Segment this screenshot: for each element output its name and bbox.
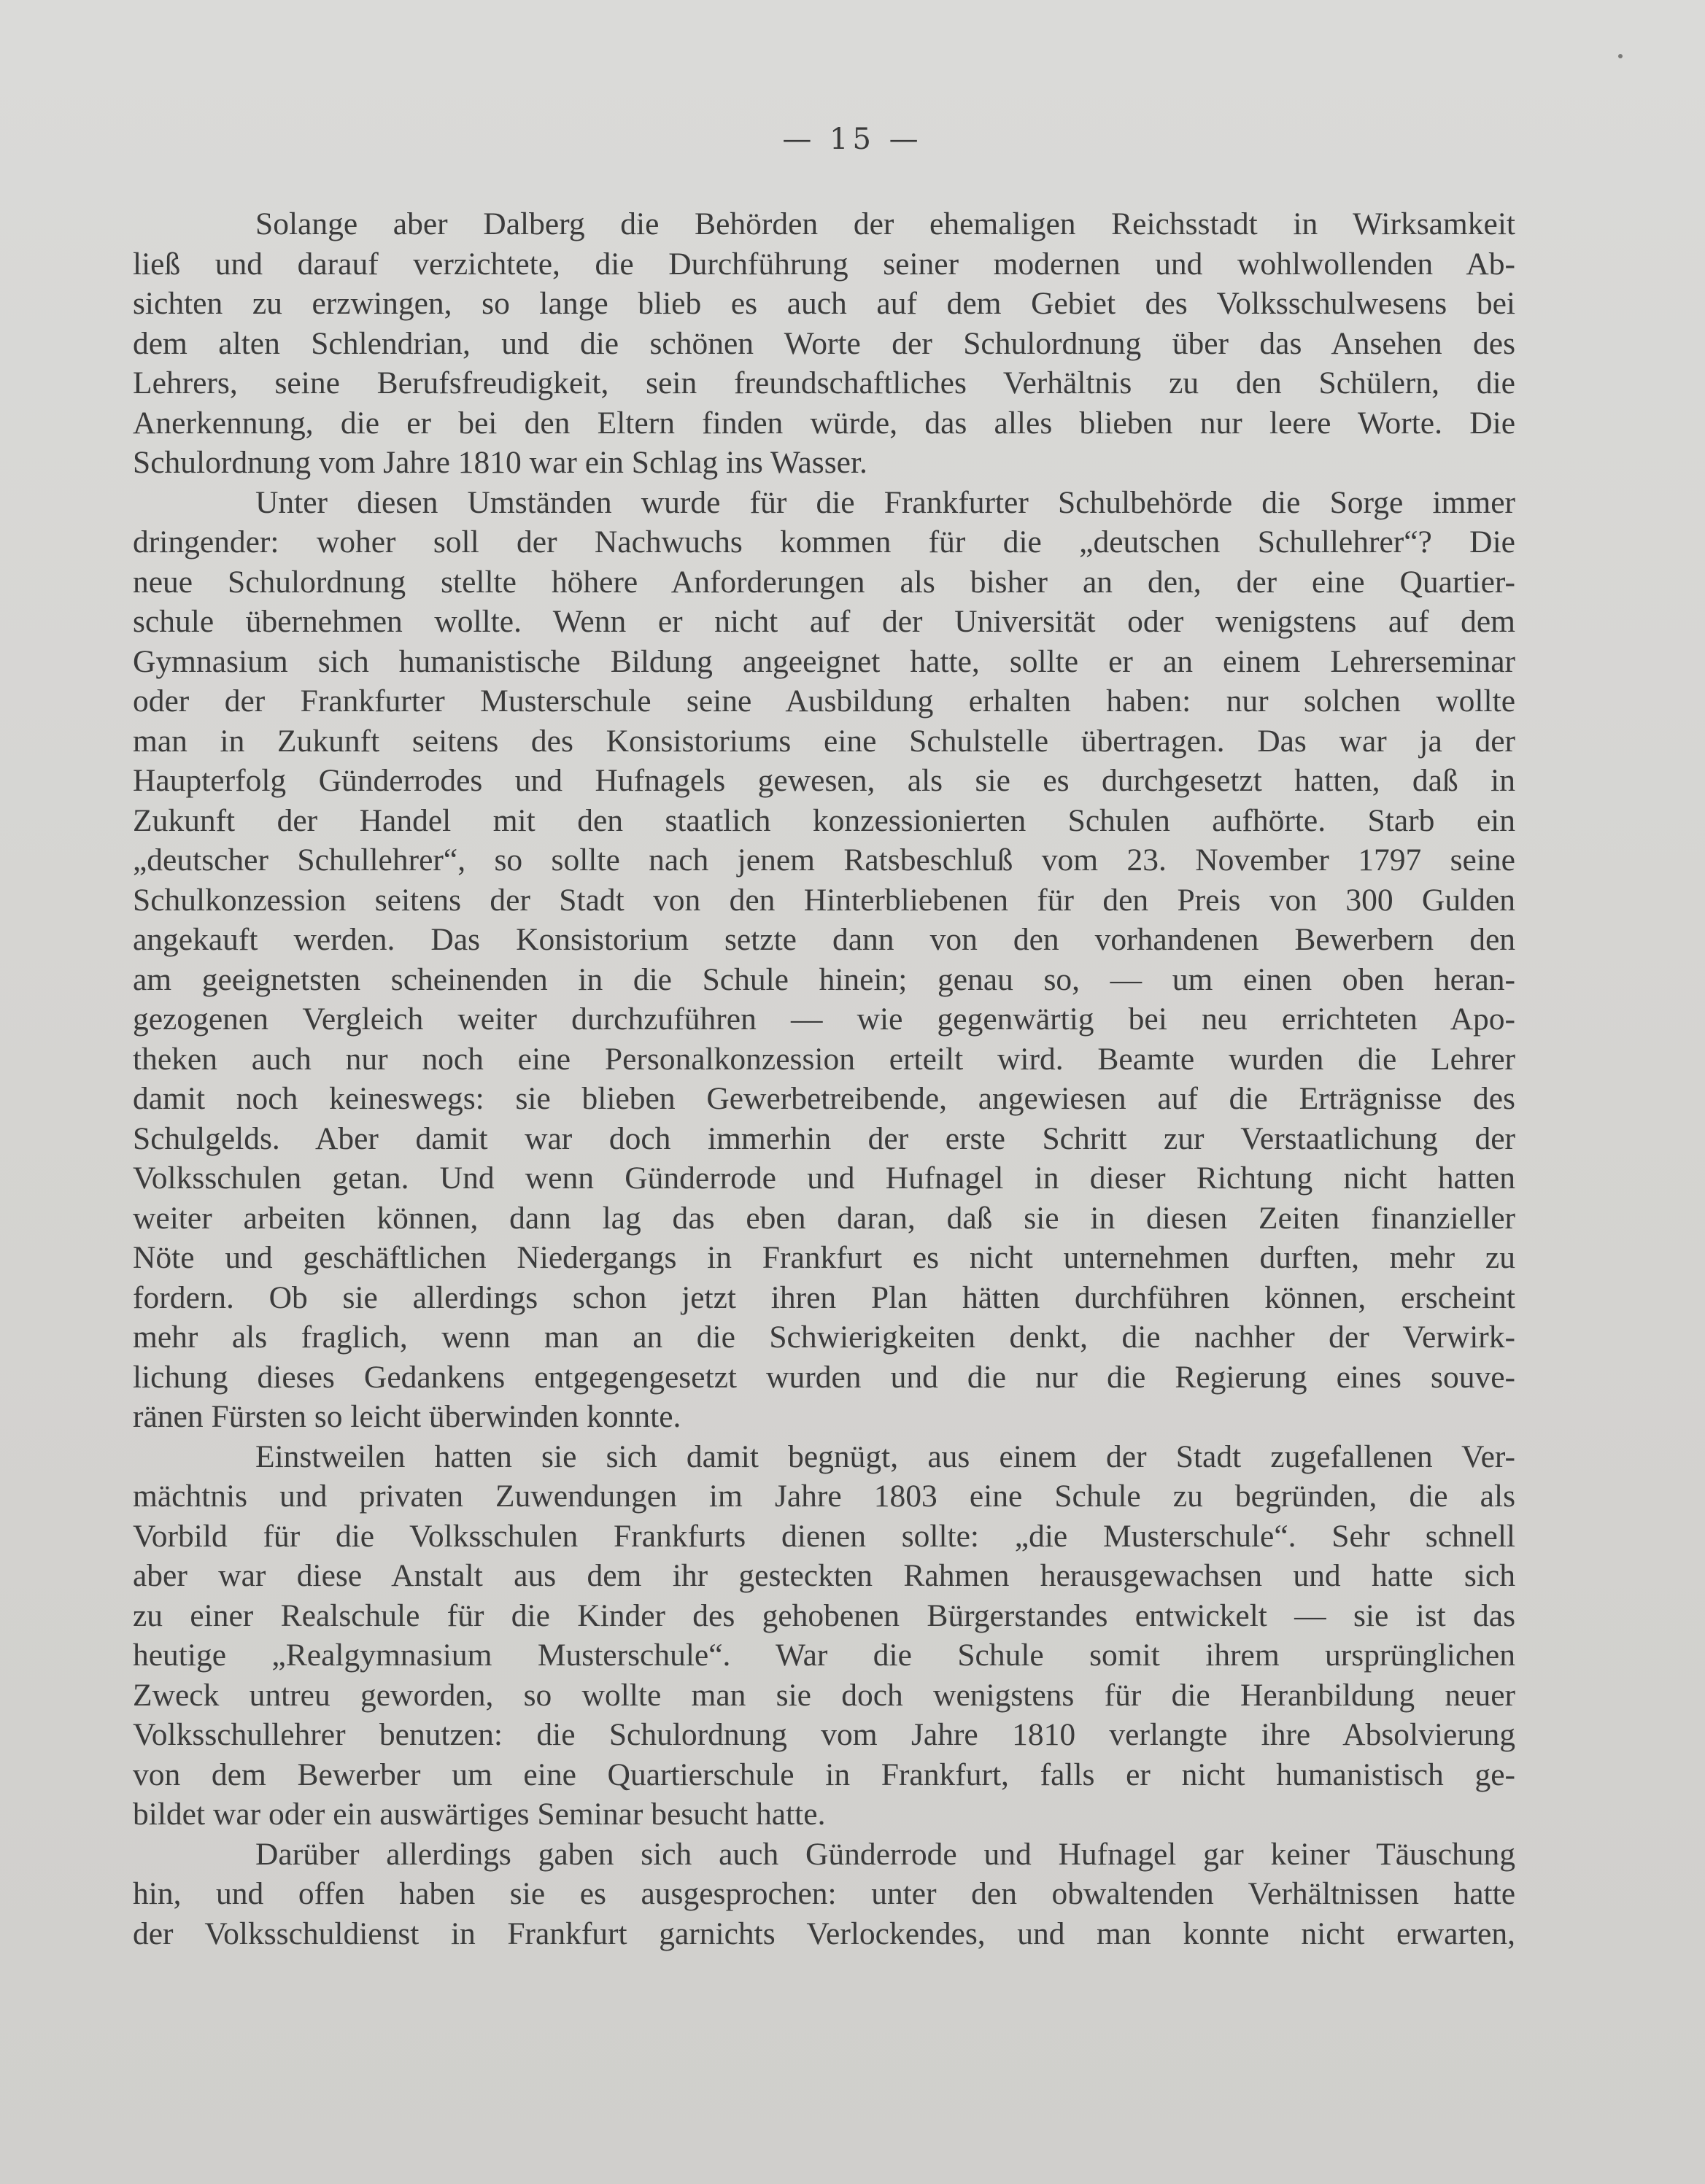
text-line: Zweck untreu geworden, so wollte man sie doch wenigstens für die Heranbildung neuer xyxy=(133,1677,1515,1713)
text-line: Gymnasium sich humanistische Bildung angeeignet hatte, sollte er an einem Lehrerseminar xyxy=(133,643,1515,679)
text-line: aber war diese Anstalt aus dem ihr gesteckten Rahmen herausgewachsen und hatte sich xyxy=(133,1558,1515,1593)
text-line: Schulordnung vom Jahre 1810 war ein Schlag ins Wasser. xyxy=(133,445,867,480)
text-line: angekauft werden. Das Konsistorium setzte dann von den vorhandenen Bewerbern den xyxy=(133,922,1515,957)
text-line: damit noch keineswegs: sie blieben Gewerbetreibende, angewiesen auf die Erträgnisse des xyxy=(133,1081,1515,1116)
text-line: Vorbild für die Volksschulen Frankfurts dienen sollte: „die Musterschule“. Sehr schnell xyxy=(133,1518,1515,1554)
text-line: neue Schulordnung stellte höhere Anforderungen als bisher an den, der eine Quartier- xyxy=(133,564,1515,600)
paragraph-1 xyxy=(133,204,1515,483)
text-line: ränen Fürsten so leicht überwinden konnte. xyxy=(133,1399,681,1434)
paper-speck xyxy=(1618,54,1623,58)
text-line: hin, und offen haben sie es ausgesprochen: unter den obwaltenden Verhältnissen hatte xyxy=(133,1876,1515,1911)
text-line: bildet war oder ein auswärtiges Seminar besucht hatte. xyxy=(133,1797,826,1832)
text-line: der Volksschuldienst in Frankfurt garnichts Verlockendes, und man konnte nicht erwarten, xyxy=(133,1916,1515,1951)
text-line: heutige „Realgymnasium Musterschule“. War die Schule somit ihrem ursprünglichen xyxy=(133,1638,1515,1673)
paragraph-2 xyxy=(133,483,1515,1437)
text-line: theken auch nur noch eine Personalkonzession erteilt wird. Beamte wurden die Lehrer xyxy=(133,1041,1515,1077)
text-line: dringender: woher soll der Nachwuchs kommen für die „deutschen Schullehrer“? Die xyxy=(133,524,1515,559)
text-line: zu einer Realschule für die Kinder des gehobenen Bürgerstandes entwickelt — sie ist das xyxy=(133,1598,1515,1633)
text-line: Zukunft der Handel mit den staatlich konzessionierten Schulen aufhörte. Starb ein xyxy=(133,802,1515,838)
text-line: von dem Bewerber um eine Quartierschule in Frankfurt, falls er nicht humanistisch ge- xyxy=(133,1757,1515,1792)
text-line: Einstweilen hatten sie sich damit begnügt, aus einem der Stadt zugefallenen Ver- xyxy=(255,1438,1515,1474)
text-line: gezogenen Vergleich weiter durchzuführen — wie gegenwärtig bei neu errichteten Apo- xyxy=(133,1002,1515,1037)
text-line: Solange aber Dalberg die Behörden der ehemaligen Reichsstadt in Wirksamkeit xyxy=(255,206,1515,241)
paragraph-4 xyxy=(133,1835,1515,1954)
text-line: mehr als fraglich, wenn man an die Schwierigkeiten denkt, die nachher der Verwirk- xyxy=(133,1320,1515,1355)
text-line: weiter arbeiten können, dann lag das eben daran, daß sie in diesen Zeiten finanzieller xyxy=(133,1200,1515,1236)
text-line: Nöte und geschäftlichen Niedergangs in Frankfurt es nicht unternehmen durften, mehr zu xyxy=(133,1240,1515,1275)
text-line: mächtnis und privaten Zuwendungen im Jahre 1803 eine Schule zu begründen, die als xyxy=(133,1479,1515,1514)
text-line: Darüber allerdings gaben sich auch Günderrode und Hufnagel gar keiner Täuschung xyxy=(255,1836,1515,1872)
text-line: man in Zukunft seitens des Konsistoriums eine Schulstelle übertragen. Das war ja der xyxy=(133,723,1515,759)
page-number: — 15 — xyxy=(782,123,923,156)
body-text xyxy=(133,204,1515,1953)
text-line: lichung dieses Gedankens entgegengesetzt wurden und die nur die Regierung eines souve- xyxy=(133,1359,1515,1395)
text-line: dem alten Schlendrian, und die schönen Worte der Schulordnung über das Ansehen des xyxy=(133,325,1515,361)
text-line: Haupterfolg Günderrodes und Hufnagels gewesen, als sie es durchgesetzt hatten, daß in xyxy=(133,763,1515,798)
text-line: am geeignetsten scheinenden in die Schule hinein; genau so, — um einen oben heran- xyxy=(133,961,1515,997)
text-line: Schulkonzession seitens der Stadt von den Hinterbliebenen für den Preis von 300 Gulden xyxy=(133,882,1515,918)
text-line: Lehrers, seine Berufsfreudigkeit, sein freundschaftliches Verhältnis zu den Schülern, die xyxy=(133,365,1515,400)
text-line: sichten zu erzwingen, so lange blieb es auch auf dem Gebiet des Volksschulwesens bei xyxy=(133,286,1515,321)
text-line: ließ und darauf verzichtete, die Durchführung seiner modernen und wohlwollenden Ab- xyxy=(133,246,1515,282)
text-line: „deutscher Schullehrer“, so sollte nach jenem Ratsbeschluß vom 23. November 1797 seine xyxy=(133,843,1515,878)
text-line: Schulgelds. Aber damit war doch immerhin der erste Schritt zur Verstaatlichung der xyxy=(133,1120,1515,1156)
text-line: Volksschulen getan. Und wenn Günderrode und Hufnagel in dieser Richtung nicht hatten xyxy=(133,1161,1515,1196)
text-line: Unter diesen Umständen wurde für die Frankfurter Schulbehörde die Sorge immer xyxy=(255,484,1515,520)
text-line: Volksschullehrer benutzen: die Schulordnung vom Jahre 1810 verlangte ihre Absolvierung xyxy=(133,1717,1515,1752)
text-line: Anerkennung, die er bei den Eltern finden würde, das alles blieben nur leere Worte. Die xyxy=(133,405,1515,441)
text-line: fordern. Ob sie allerdings schon jetzt ihren Plan hätten durchführen können, erscheint xyxy=(133,1279,1515,1315)
paragraph-3 xyxy=(133,1437,1515,1835)
text-line: schule übernehmen wollte. Wenn er nicht auf der Universität oder wenigstens auf dem xyxy=(133,604,1515,639)
text-line: oder der Frankfurter Musterschule seine Ausbildung erhalten haben: nur solchen wollte xyxy=(133,684,1515,719)
